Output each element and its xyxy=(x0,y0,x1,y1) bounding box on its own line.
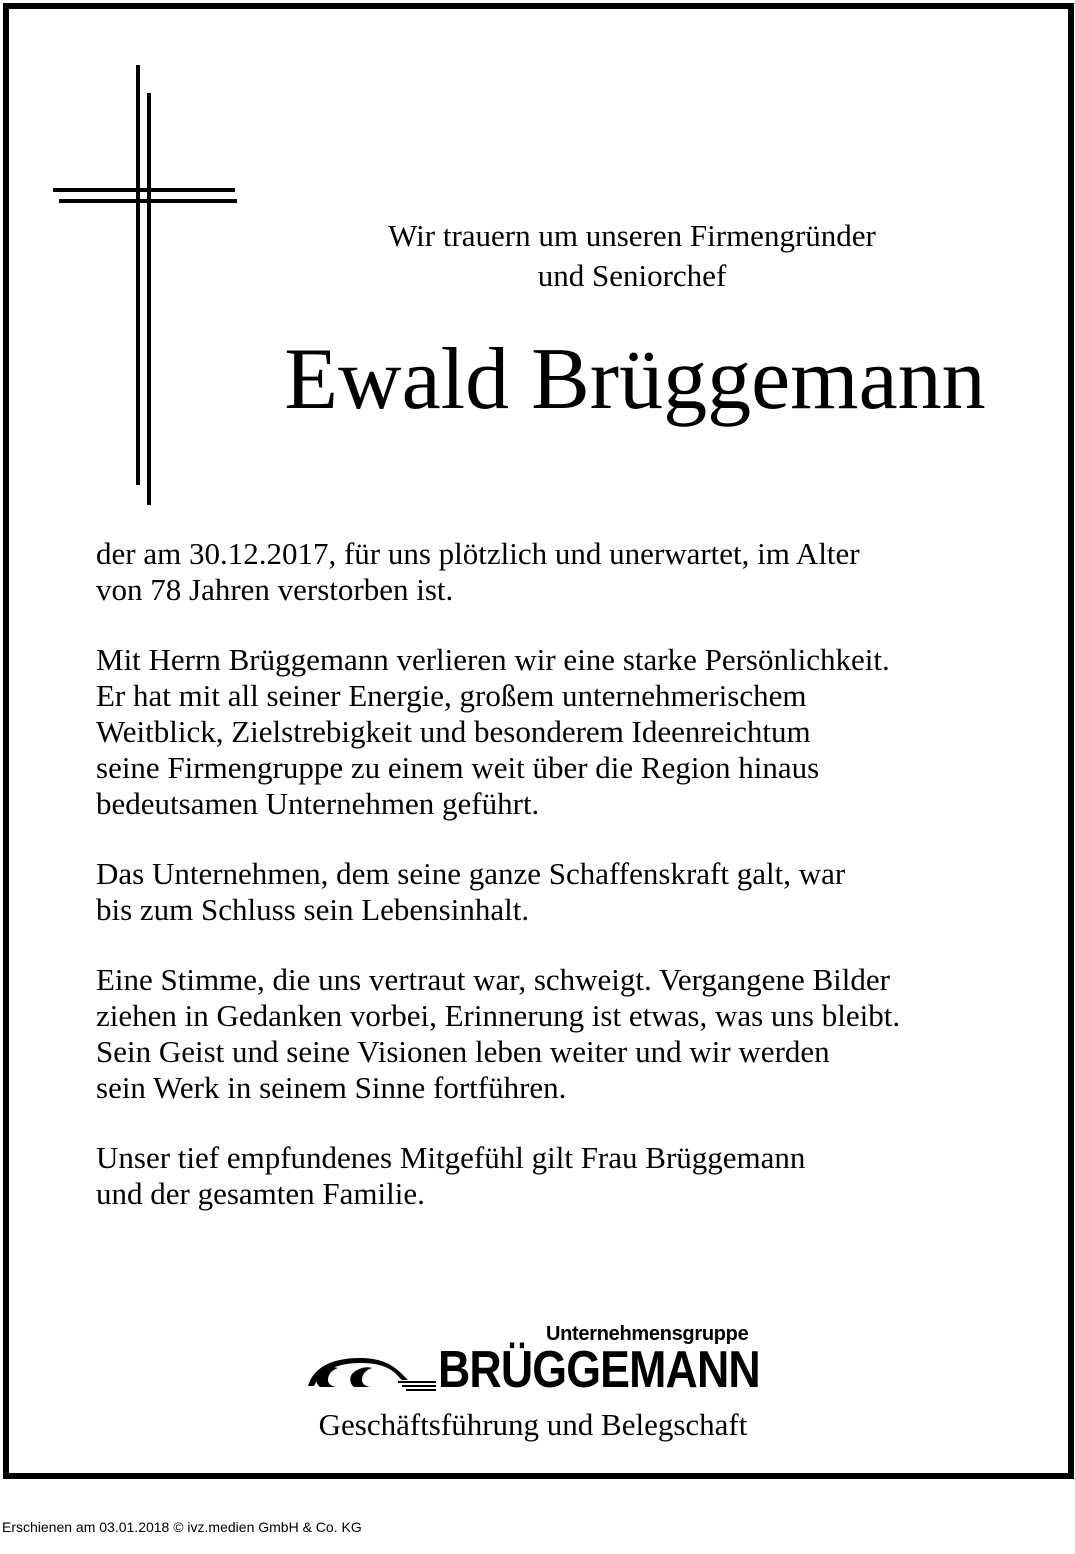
text-line: Er hat mit all seiner Energie, großem unternehmerischem xyxy=(96,678,807,713)
text-line: Weitblick, Zielstrebigkeit und besonderem Ideenreichtum xyxy=(96,714,811,749)
text-line: sein Werk in seinem Sinne fortführen. xyxy=(96,1070,567,1105)
paragraph-death-date xyxy=(96,536,996,608)
cross-icon xyxy=(53,65,237,505)
paragraph-company xyxy=(96,856,996,928)
text-line: und der gesamten Familie. xyxy=(96,1176,425,1211)
text-line: ziehen in Gedanken vorbei, Erinnerung ist etwas, was uns bleibt. xyxy=(96,998,901,1033)
car-logo-icon xyxy=(304,1352,436,1392)
paragraph-condolence xyxy=(96,1140,996,1212)
paragraph-memory xyxy=(96,962,996,1106)
publication-footer: Erschienen am 03.01.2018 © ivz.medien GmbH & Co. KG xyxy=(2,1519,362,1535)
intro-line: Wir trauern um unseren Firmengründer xyxy=(388,218,876,253)
text-line: Sein Geist und seine Visionen leben weiter und wir werden xyxy=(96,1034,830,1069)
text-line: Das Unternehmen, dem seine ganze Schaffenskraft galt, war xyxy=(96,856,846,891)
paragraph-personality xyxy=(96,642,996,822)
text-line: Mit Herrn Brüggemann verlieren wir eine starke Persönlichkeit. xyxy=(96,642,890,677)
text-line: bedeutsamen Unternehmen geführt. xyxy=(96,786,540,821)
deceased-name: Ewald Brüggemann xyxy=(284,331,986,428)
text-line: seine Firmengruppe zu einem weit über die Region hinaus xyxy=(96,750,820,785)
company-logo xyxy=(300,1322,770,1400)
text-line: bis zum Schluss sein Lebensinhalt. xyxy=(96,892,530,927)
text-line: Eine Stimme, die uns vertraut war, schweigt. Vergangene Bilder xyxy=(96,962,890,997)
logo-subtitle: Unternehmensgruppe xyxy=(546,1323,749,1345)
text-line: Unser tief empfundenes Mitgefühl gilt Frau Brüggemann xyxy=(96,1140,806,1175)
text-line: von 78 Jahren verstorben ist. xyxy=(96,572,454,607)
intro-line: und Seniorchef xyxy=(537,258,727,293)
intro-text xyxy=(300,216,964,296)
text-line: der am 30.12.2017, für uns plötzlich und unerwartet, im Alter xyxy=(96,536,860,571)
notice-body xyxy=(96,536,996,1246)
signoff-text: Geschäftsführung und Belegschaft xyxy=(318,1407,748,1442)
logo-wordmark: BRÜGGEMANN xyxy=(438,1341,760,1399)
